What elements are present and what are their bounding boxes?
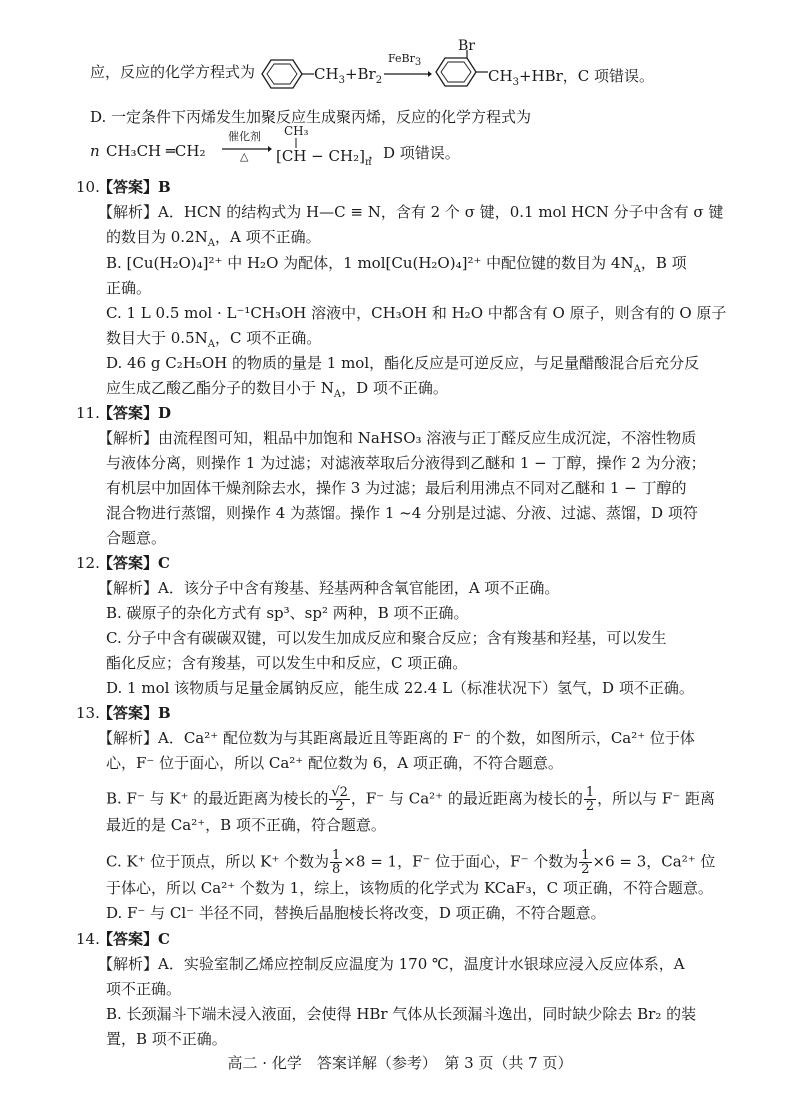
- q12-analysis-c2: 酯化反应；含有羧基，可以发生中和反应，C 项正确。: [106, 654, 468, 672]
- q12-analysis-a: 【解析】A．该分子中含有羧基、羟基两种含氧官能团，A 项不正确。: [98, 579, 560, 597]
- bromotoluene-structure: [436, 54, 494, 90]
- polypropene-unit: $[CH - CH_2]_n$: [276, 147, 372, 168]
- q14-answer: 【答案】C: [98, 930, 170, 948]
- catalyst-label: 催化剂: [228, 130, 261, 143]
- q13-analysis-c2: 于体心，所以 Ca²⁺ 个数为 1，综上，该物质的化学式为 KCaF₃，C 项正确，不符合题意。: [106, 879, 713, 897]
- q14-analysis-a2: 项不正确。: [106, 980, 182, 998]
- q12-analysis-d: D. 1 mol 该物质与足量金属钠反应，能生成 22.4 L（标准状况下）氢气，D 项不正确。: [106, 679, 694, 697]
- page-footer: 高二 · 化学 答案详解（参考） 第 3 页（共 7 页）: [227, 1054, 573, 1072]
- q12-number: 12.: [76, 554, 100, 572]
- catalyst-febr3: FeBr$_3$: [388, 52, 422, 69]
- top-line-1-prefix: 应，反应的化学方程式为: [90, 63, 256, 81]
- q12-analysis-c1: C. 分子中含有碳碳双键，可以发生加成反应和聚合反应；含有羧基和羟基，可以发生: [106, 629, 667, 647]
- fraction-sqrt2-over-2: $\frac{√2}{2}$: [331, 785, 348, 814]
- q10-analysis-b2: 正确。: [106, 279, 152, 297]
- q11-number: 11.: [76, 404, 100, 422]
- heat-symbol: △: [240, 150, 249, 163]
- q14-analysis-a1: 【解析】A．实验室制乙烯应控制反应温度为 170 ℃，温度计水银球应浸入反应体系，A: [98, 955, 685, 973]
- q11-analysis-1: 【解析】由流程图可知，粗品中加饱和 NaHSO₃ 溶液与正丁醛反应生成沉淀，不溶性物质: [98, 429, 697, 447]
- q10-analysis-a1: 【解析】A．HCN 的结构式为 H—C ≡ N，含有 2 个 σ 键，0.1 mol HCN 分子中含有 σ 键: [98, 203, 724, 221]
- reactant-ch3: $CH_3+Br_2$: [314, 65, 383, 86]
- top-line-3-tail: ，D 项错误。: [368, 144, 460, 162]
- q10-analysis-d1: D. 46 g C₂H₅OH 的物质的量是 1 mol，酯化反应是可逆反应，与足量醋酸混合后充分反: [106, 354, 700, 372]
- q12-analysis-b: B. 碳原子的杂化方式有 sp³、sp² 两种，B 项不正确。: [106, 604, 469, 622]
- fraction-1-over-8: $\frac{1}{8}$: [332, 848, 341, 877]
- reaction-arrow-1: [384, 70, 432, 78]
- q10-analysis-a2: 的数目为 $0.2N_A$，A 项不正确。: [106, 228, 321, 249]
- q14-analysis-b2: 置，B 项不正确。: [106, 1030, 227, 1048]
- methyl-label: CH₃: [284, 124, 309, 138]
- q11-analysis-3: 有机层中加固体干燥剂除去水，操作 3 为过滤；最后利用沸点不同对乙醚和 1 − 丁醇的: [106, 479, 687, 497]
- q13-number: 13.: [76, 704, 100, 722]
- product-ch3-hbr: $CH_3+HBr$，C 项错误。: [488, 67, 655, 88]
- q10-analysis-b1: B. [Cu(H₂O)₄]²⁺ 中 H₂O 为配体，1 mol[Cu(H₂O)₄]²⁺ 中配位键的数目为 $4N_A$，B 项: [106, 254, 687, 275]
- q13-answer: 【答案】B: [98, 704, 171, 722]
- q13-analysis-d: D. F⁻ 与 Cl⁻ 半径不同，替换后晶胞棱长将改变，D 项正确，不符合题意。: [106, 904, 606, 922]
- toluene-structure: [262, 56, 314, 92]
- q13-analysis-b2: 最近的是 Ca²⁺，B 项不正确，符合题意。: [106, 816, 386, 834]
- q10-analysis-c1: C. 1 L 0.5 mol · L⁻¹CH₃OH 溶液中，CH₃OH 和 H₂O 中都含有 O 原子，则含有的 O 原子: [106, 304, 727, 322]
- fraction-1-over-2-c: $\frac{1}{2}$: [581, 848, 590, 877]
- q11-answer: 【答案】D: [98, 404, 172, 422]
- q13-analysis-a2: 心，F⁻ 位于面心，所以 Ca²⁺ 配位数为 6，A 项正确，不符合题意。: [106, 754, 563, 772]
- product-br-label: Br: [458, 38, 475, 54]
- q11-analysis-2: 与液体分离，则操作 1 为过滤；对滤液萃取后分液得到乙醚和 1 − 丁醇，操作 2 为分液；: [106, 454, 706, 472]
- q13-analysis-a1: 【解析】A．Ca²⁺ 配位数为与其距离最近且等距离的 F⁻ 的个数，如图所示，Ca²⁺ 位于体: [98, 729, 695, 747]
- top-line-2: D. 一定条件下丙烯发生加聚反应生成聚丙烯，反应的化学方程式为: [90, 108, 532, 126]
- q13-analysis-b1: B. F⁻ 与 K⁺ 的最近距离为棱长的 $\frac{√2}{2}$ ，F⁻ 与 Ca²⁺ 的最近距离为棱长的 $\frac{1}{2}$ ，所以与 F⁻ 距离: [106, 785, 716, 814]
- q12-answer: 【答案】C: [98, 554, 170, 572]
- q14-number: 14.: [76, 930, 100, 948]
- q10-analysis-c2: 数目大于 $0.5N_A$，C 项不正确。: [106, 329, 322, 350]
- q10-analysis-d2: 应生成乙酸乙酯分子的数目小于 $N_A$，D 项不正确。: [106, 379, 448, 400]
- q10-number: 10.: [76, 178, 100, 196]
- propene-formula: CH₃CH ═CH₂: [106, 142, 206, 160]
- polymer-n: n: [90, 142, 100, 160]
- q10-answer: 【答案】B: [98, 178, 171, 196]
- q11-analysis-4: 混合物进行蒸馏，则操作 4 为蒸馏。操作 1 ~4 分别是过滤、分液、过滤、蒸馏，D 项符: [106, 504, 698, 522]
- q13-analysis-c1: C. K⁺ 位于顶点，所以 K⁺ 个数为 $\frac{1}{8}$ ×8 = 1，F⁻ 位于面心，F⁻ 个数为 $\frac{1}{2}$ ×6 = 3，Ca²⁺ 位: [106, 848, 716, 877]
- q11-analysis-5: 合题意。: [106, 529, 167, 547]
- fraction-1-over-2: $\frac{1}{2}$: [585, 785, 595, 814]
- q14-analysis-b1: B. 长颈漏斗下端未浸入液面，会使得 HBr 气体从长颈漏斗逸出，同时缺少除去 Br₂ 的装: [106, 1005, 697, 1023]
